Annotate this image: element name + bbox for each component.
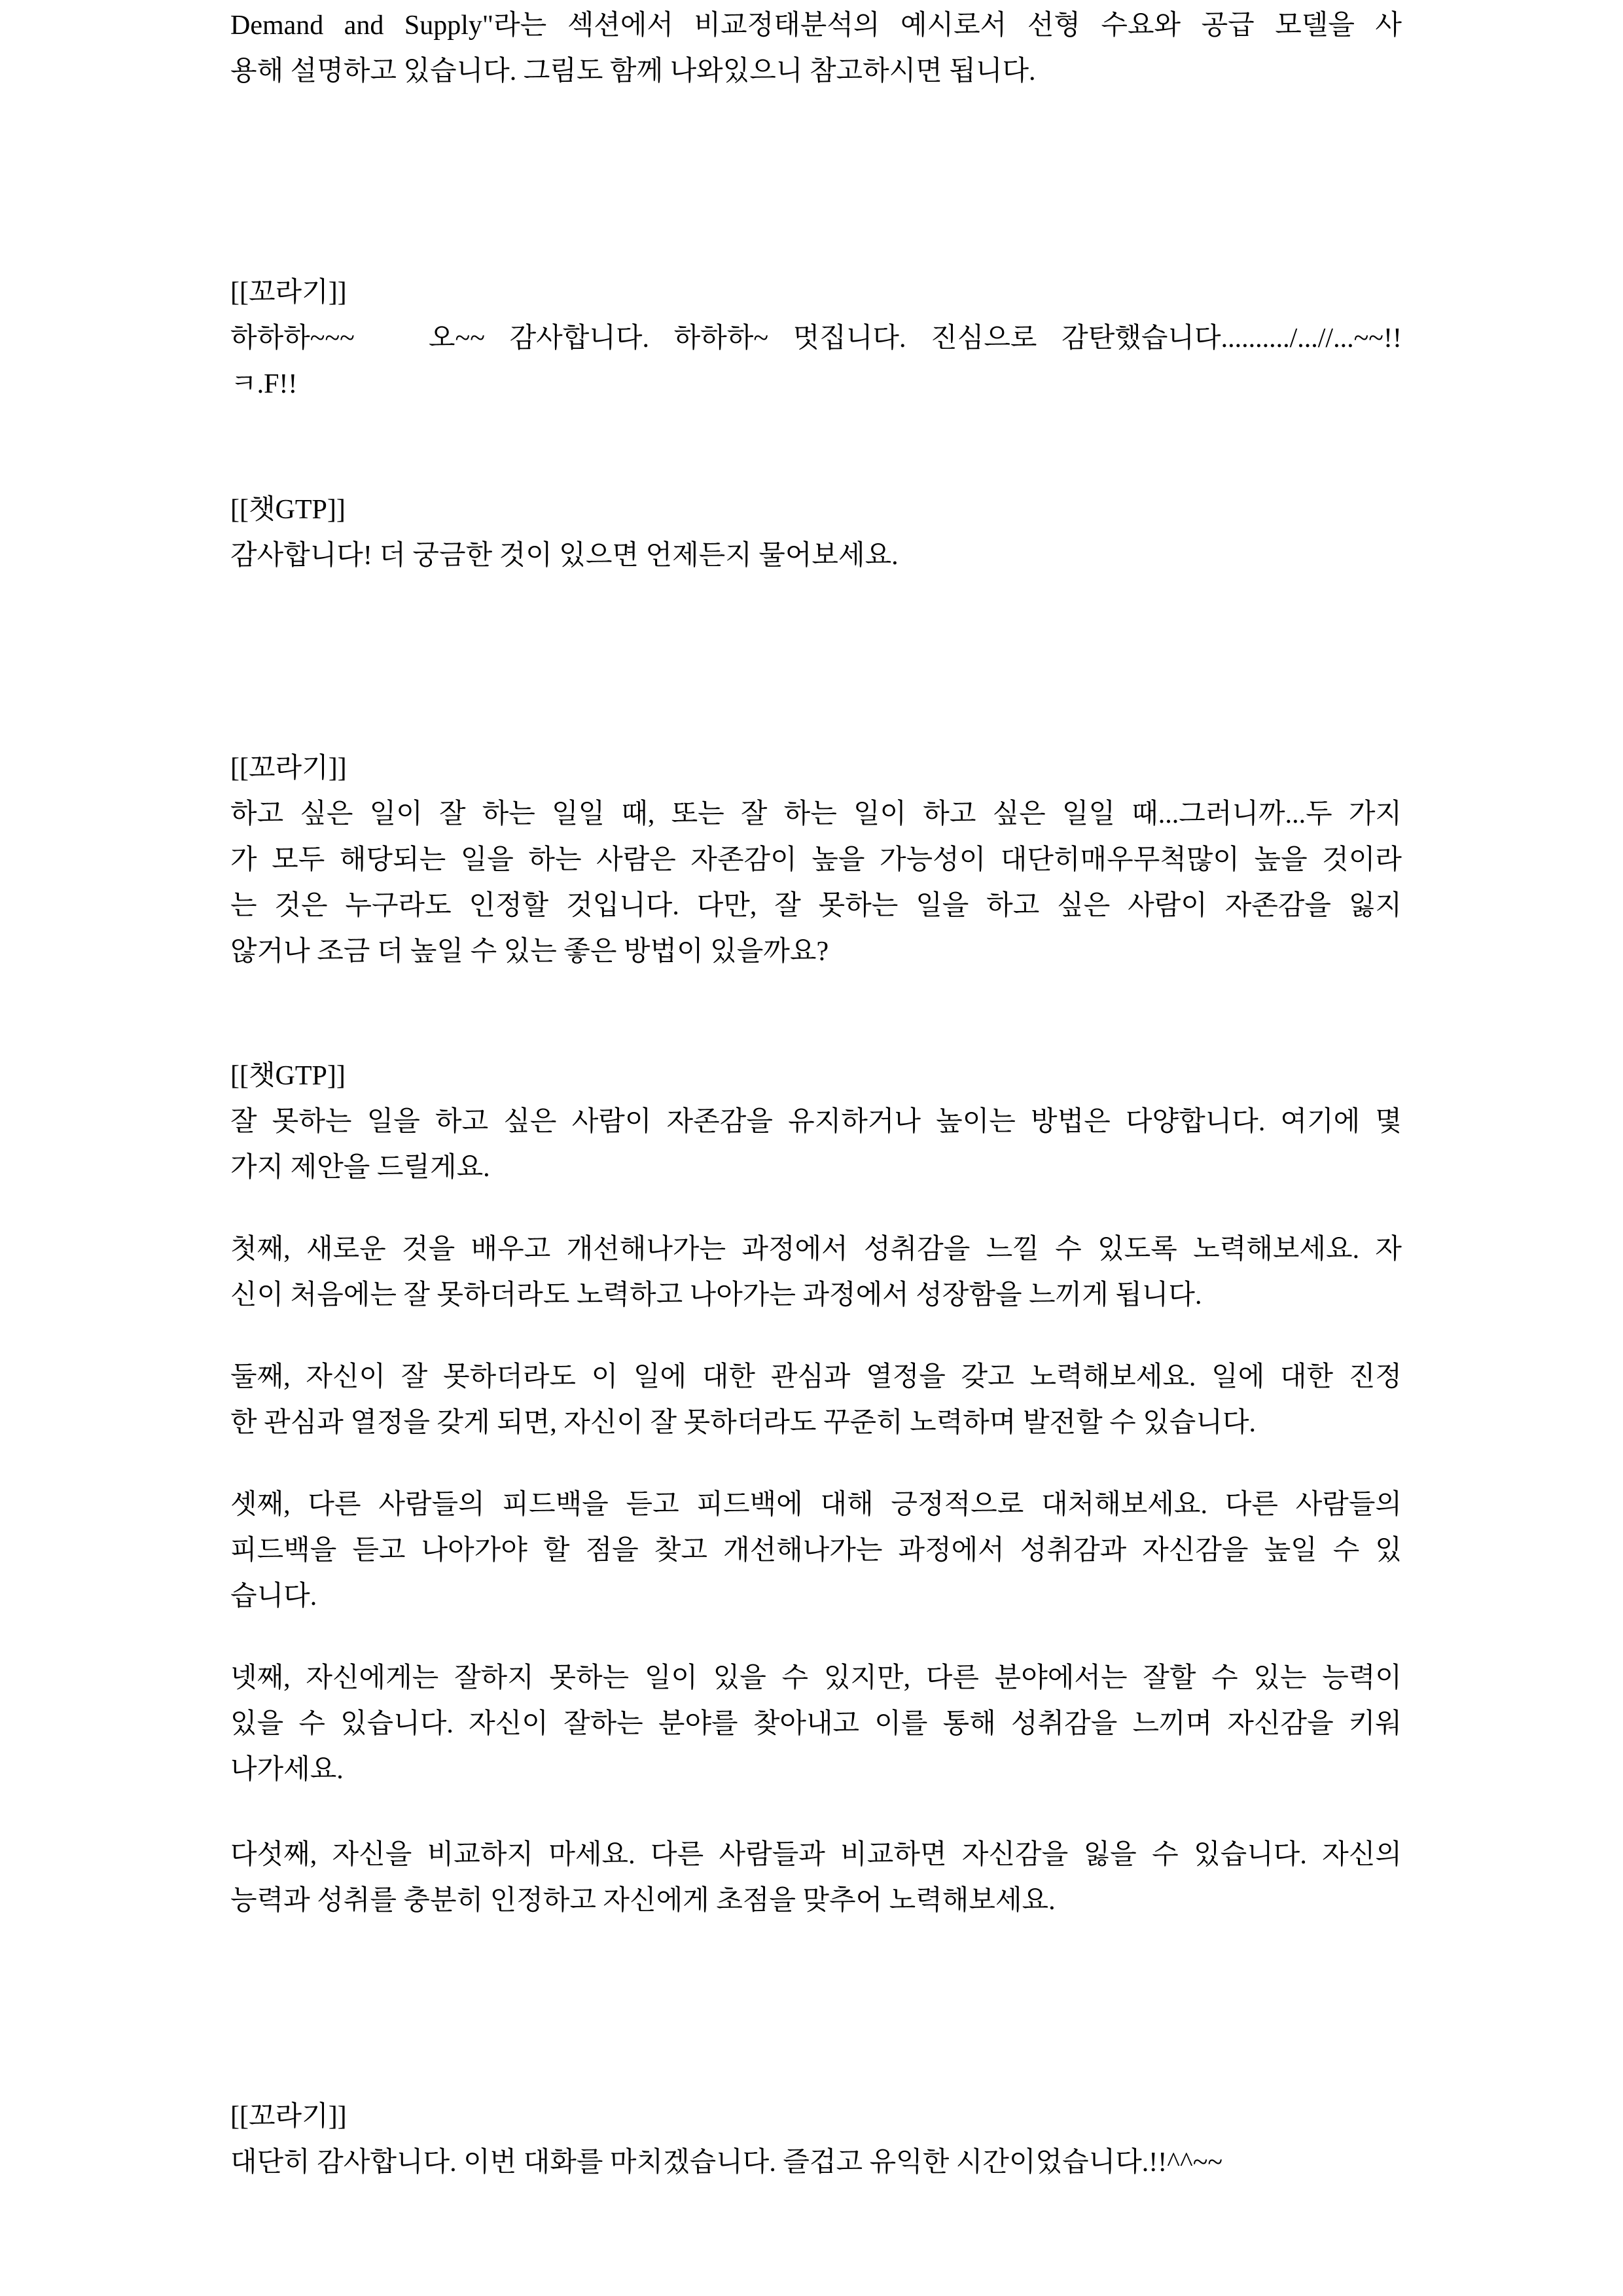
paragraph-block <box>230 1482 1402 1619</box>
text-line: ㅋ.F!! <box>230 369 298 399</box>
speaker-label: [[꼬라기]] <box>230 278 347 308</box>
text-line: 둘째, 자신이 잘 못하더라도 이 일에 대한 관심과 열정을 갖고 노력해보세요. 일에 대한 진정 <box>230 1362 1402 1392</box>
text-line: 가지 제안을 드릴게요. <box>230 1153 490 1183</box>
text-line: 피드백을 듣고 나아가야 할 점을 찾고 개선해나가는 과정에서 성취감과 자신감을 높일 수 있 <box>230 1535 1402 1566</box>
text-line: 습니다. <box>230 1581 317 1611</box>
chat-block <box>230 487 1402 579</box>
paragraph-block <box>230 1832 1402 1924</box>
paragraph-block <box>230 1227 1402 1318</box>
paragraph-block <box>230 1655 1402 1793</box>
text-line: 하하하~~~ 오~~ 감사합니다. 하하하~ 멋집니다. 진심으로 감탄했습니다........../...//...~~!! <box>230 323 1402 353</box>
chat-block <box>230 1053 1402 1191</box>
text-line: 가 모두 해당되는 일을 하는 사람은 자존감이 높을 가능성이 대단히매우무척많이 높을 것이라 <box>230 845 1402 875</box>
text-line: 나가세요. <box>230 1755 344 1785</box>
text-line: 있을 수 있습니다. 자신이 잘하는 분야를 찾아내고 이를 통해 성취감을 느끼며 자신감을 키워 <box>230 1709 1402 1739</box>
text-line: 셋째, 다른 사람들의 피드백을 듣고 피드백에 대해 긍정적으로 대처해보세요. 다른 사람들의 <box>230 1490 1402 1520</box>
speaker-label: [[꼬라기]] <box>230 753 347 783</box>
text-line: 용해 설명하고 있습니다. 그림도 함께 나와있으니 참고하시면 됩니다. <box>230 56 1036 86</box>
speaker-label: [[꼬라기]] <box>230 2102 347 2132</box>
text-line: 능력과 성취를 충분히 인정하고 자신에게 초점을 맞추어 노력해보세요. <box>230 1886 1056 1916</box>
chat-block <box>230 270 1402 407</box>
speaker-label: [[챗GTP]] <box>230 495 346 525</box>
text-line: 대단히 감사합니다. 이번 대화를 마치겠습니다. 즐겁고 유익한 시간이었습니다.!!^^~~ <box>230 2147 1223 2178</box>
text-line: 감사합니다! 더 궁금한 것이 있으면 언제든지 물어보세요. <box>230 541 899 571</box>
text-line: 는 것은 누구라도 인정할 것입니다. 다만, 잘 못하는 일을 하고 싶은 사람이 자존감을 잃지 <box>230 891 1402 921</box>
text-line: 한 관심과 열정을 갖게 되면, 자신이 잘 못하더라도 꾸준히 노력하며 발전할 수 있습니다. <box>230 1408 1257 1438</box>
text-line: 신이 처음에는 잘 못하더라도 노력하고 나아가는 과정에서 성장함을 느끼게 됩니다. <box>230 1280 1202 1310</box>
text-line: 않거나 조금 더 높일 수 있는 좋은 방법이 있을까요? <box>230 937 829 967</box>
chat-transcript <box>230 3 1402 2185</box>
text-line: 첫째, 새로운 것을 배우고 개선해나가는 과정에서 성취감을 느낄 수 있도록 노력해보세요. 자 <box>230 1234 1402 1265</box>
chat-block <box>230 2094 1402 2185</box>
text-line: 하고 싶은 일이 잘 하는 일일 때, 또는 잘 하는 일이 하고 싶은 일일 때...그러니까...두 가지 <box>230 799 1402 829</box>
text-line: 다섯째, 자신을 비교하지 마세요. 다른 사람들과 비교하면 자신감을 잃을 수 있습니다. 자신의 <box>230 1840 1402 1870</box>
speaker-label: [[챗GTP]] <box>230 1061 346 1091</box>
chat-block <box>230 745 1402 975</box>
text-line: Demand and Supply"라는 섹션에서 비교정태분석의 예시로서 선형 수요와 공급 모델을 사 <box>230 10 1402 41</box>
text-line: 넷째, 자신에게는 잘하지 못하는 일이 있을 수 있지만, 다른 분야에서는 잘할 수 있는 능력이 <box>230 1663 1402 1693</box>
paragraph-block <box>230 3 1402 94</box>
text-line: 잘 못하는 일을 하고 싶은 사람이 자존감을 유지하거나 높이는 방법은 다양합니다. 여기에 몇 <box>230 1107 1402 1137</box>
paragraph-block <box>230 1354 1402 1446</box>
